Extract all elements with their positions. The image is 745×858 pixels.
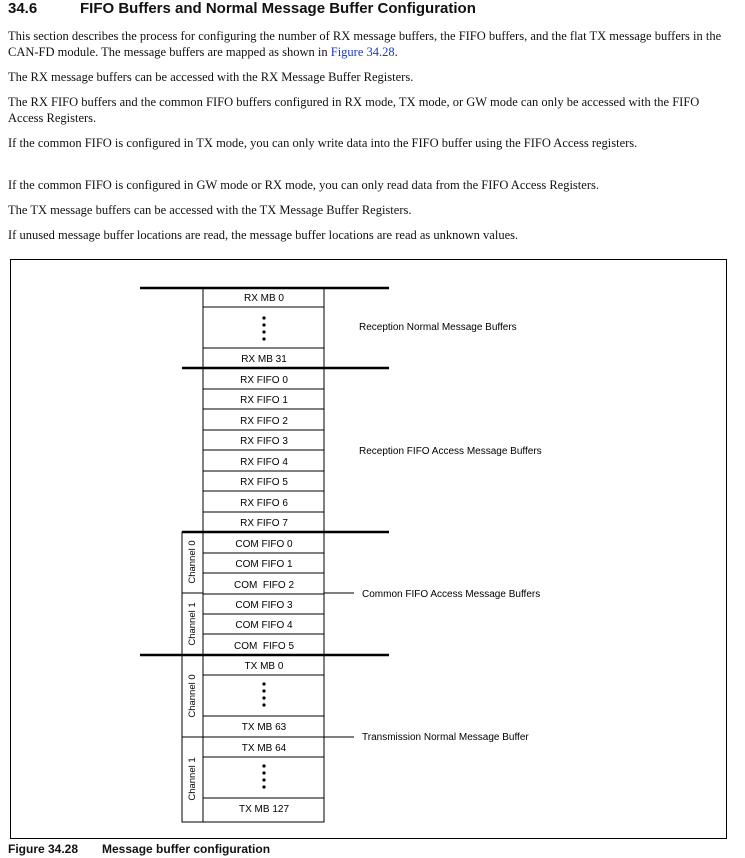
cell-rx-fifo-0: RX FIFO 0 <box>240 375 288 386</box>
cell-com-fifo-0: COM FIFO 0 <box>235 539 293 550</box>
cell-tx-mb-64: TX MB 64 <box>241 743 287 754</box>
channel-label-com-0: Channel 0 <box>187 540 198 584</box>
paragraph-rx-mb: The RX message buffers can be accessed with the RX Message Buffer Registers. <box>8 70 414 84</box>
channel-label-tx-0: Channel 0 <box>187 674 198 718</box>
section-title: FIFO Buffers and Normal Message Buffer Configuration <box>80 0 476 17</box>
cell-rx-fifo-3: RX FIFO 3 <box>240 436 288 447</box>
cell-rx-fifo-5: RX FIFO 5 <box>240 477 288 488</box>
label-rx-normal: Reception Normal Message Buffers <box>359 322 517 333</box>
cell-rx-mb-31: RX MB 31 <box>241 354 287 365</box>
channel-label-com-1: Channel 1 <box>187 602 198 646</box>
cell-rx-fifo-4: RX FIFO 4 <box>240 457 288 468</box>
cell-com-fifo-1: COM FIFO 1 <box>235 559 293 570</box>
paragraph-unused: If unused message buffer locations are read, the message buffer locations are read as unknown values. <box>8 228 519 242</box>
cell-tx-mb-63: TX MB 63 <box>241 722 287 733</box>
figure-caption <box>8 842 270 856</box>
cell-rx-fifo-6: RX FIFO 6 <box>240 498 288 509</box>
section-number: 34.6 <box>8 0 38 17</box>
paragraph-com-gw: If the common FIFO is configured in GW mode or RX mode, you can only read data from the FIFO Access Registers. <box>8 178 599 192</box>
label-rx-fifo: Reception FIFO Access Message Buffers <box>359 446 542 457</box>
paragraph-rx-fifo: The RX FIFO buffers and the common FIFO buffers configured in RX mode, TX mode, or GW mode can only be accessed with the FIFO Access Registers. <box>8 95 700 125</box>
group-connectors <box>324 593 354 737</box>
figure-caption-title: Message buffer configuration <box>102 842 271 856</box>
cell-tx-mb-0: TX MB 0 <box>244 661 284 672</box>
paragraph-tx-mb: The TX message buffers can be accessed with the TX Message Buffer Registers. <box>8 203 412 217</box>
paragraph-intro-text: This section describes the process for configuring the number of RX message buffers, the FIFO buffers, and the flat TX message buffers in the CAN-FD module. The message buffers are mapped as shown in <box>8 29 722 59</box>
figure-caption-number: Figure 34.28 <box>8 842 79 856</box>
cell-com-fifo-5: COM FIFO 5 <box>234 641 294 652</box>
label-tx-normal: Transmission Normal Message Buffer <box>362 732 529 743</box>
cell-tx-mb-127: TX MB 127 <box>238 804 290 815</box>
paragraph-intro-end: . <box>394 45 398 59</box>
cell-com-fifo-2: COM FIFO 2 <box>234 580 294 591</box>
cell-rx-mb-0: RX MB 0 <box>243 293 285 304</box>
cell-rx-fifo-2: RX FIFO 2 <box>240 416 288 427</box>
label-common-fifo: Common FIFO Access Message Buffers <box>362 589 541 600</box>
cell-rx-fifo-7: RX FIFO 7 <box>240 518 288 529</box>
channel-label-tx-1: Channel 1 <box>187 757 198 801</box>
cell-com-fifo-4: COM FIFO 4 <box>235 620 293 631</box>
cell-com-fifo-3: COM FIFO 3 <box>235 600 293 611</box>
paragraph-com-tx: If the common FIFO is configured in TX mode, you can only write data into the FIFO buffer using the FIFO Access registers. <box>8 136 638 150</box>
figure-link[interactable]: Figure 34.28 <box>330 45 395 59</box>
cell-rx-fifo-1: RX FIFO 1 <box>240 395 288 406</box>
